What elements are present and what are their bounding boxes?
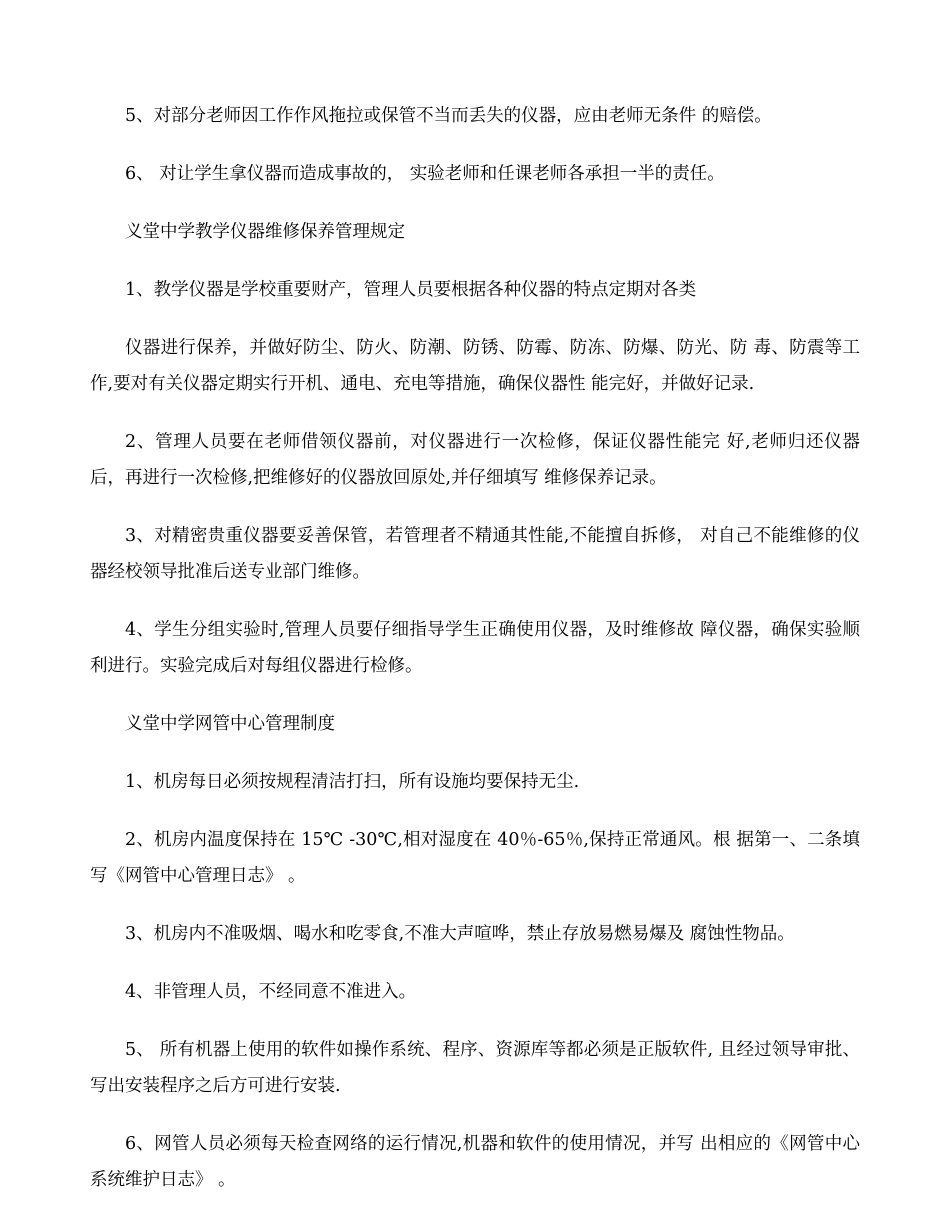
document-body (90, 98, 860, 1220)
paragraph-item-2-temperature: 2、机房内温度保持在 15℃ -30℃,相对湿度在 40％-65％,保持正常通风。根 据第一、二条填写《网管中心管理日志》 。 (90, 830, 860, 886)
paragraph-item-2-inspection: 2、管理人员要在老师借领仪器前，对仪器进行一次检修，保证仪器性能完 好,老师归还仪器后，再进行一次检修,把维修好的仪器放回原处,并仔细填写 维修保养记录。 (90, 432, 860, 488)
paragraph-item-5-lost-instruments: 5、对部分老师因工作作风拖拉或保管不当而丢失的仪器，应由老师无条件 的赔偿。 (125, 106, 772, 126)
paragraph-item-4-access: 4、非管理人员，不经同意不准进入。 (125, 982, 417, 1002)
section-heading-network-center: 义堂中学网管中心管理制度 (125, 714, 335, 734)
paragraph-item-3-precision-instruments: 3、对精密贵重仪器要妥善保管，若管理者不精通其性能,不能擅自拆修， 对自己不能维修的仪器经校领导批准后送专业部门维修。 (90, 526, 860, 582)
paragraph-item-1-instruments-property: 1、教学仪器是学校重要财产，管理人员要根据各种仪器的特点定期对各类 (125, 280, 697, 300)
paragraph-item-1-cleaning: 1、机房每日必须按规程清洁打扫，所有设施均要保持无尘. (125, 772, 580, 792)
paragraph-item-4-group-experiments: 4、学生分组实验时,管理人员要仔细指导学生正确使用仪器，及时维修故 障仪器，确保实验顺利进行。实验完成后对每组仪器进行检修。 (90, 620, 860, 676)
section-heading-maintenance-rules: 义堂中学教学仪器维修保养管理规定 (125, 222, 405, 242)
paragraph-item-6-network-check: 6、网管人员必须每天检查网络的运行情况,机器和软件的使用情况，并写 出相应的《网管中心系统维护日志》 。 (90, 1134, 860, 1190)
paragraph-item-3-prohibitions: 3、机房内不准吸烟、喝水和吃零食,不准大声喧哗，禁止存放易燃易爆及 腐蚀性物品。 (125, 924, 795, 944)
paragraph-item-5-software: 5、 所有机器上使用的软件如操作系统、程序、资源库等都必须是正版软件, 且经过领导审批、写出安装程序之后方可进行安装. (90, 1040, 860, 1096)
paragraph-maintenance-details: 仪器进行保养，并做好防尘、防火、防潮、防锈、防霉、防冻、防爆、防光、防 毒、防震等工作,要对有关仪器定期实行开机、通电、充电等措施，确保仪器性 能完好，并做好记录. (90, 338, 860, 394)
paragraph-item-6-accident-responsibility: 6、 对让学生拿仪器而造成事故的， 实验老师和任课老师各承担一半的责任。 (125, 164, 725, 184)
